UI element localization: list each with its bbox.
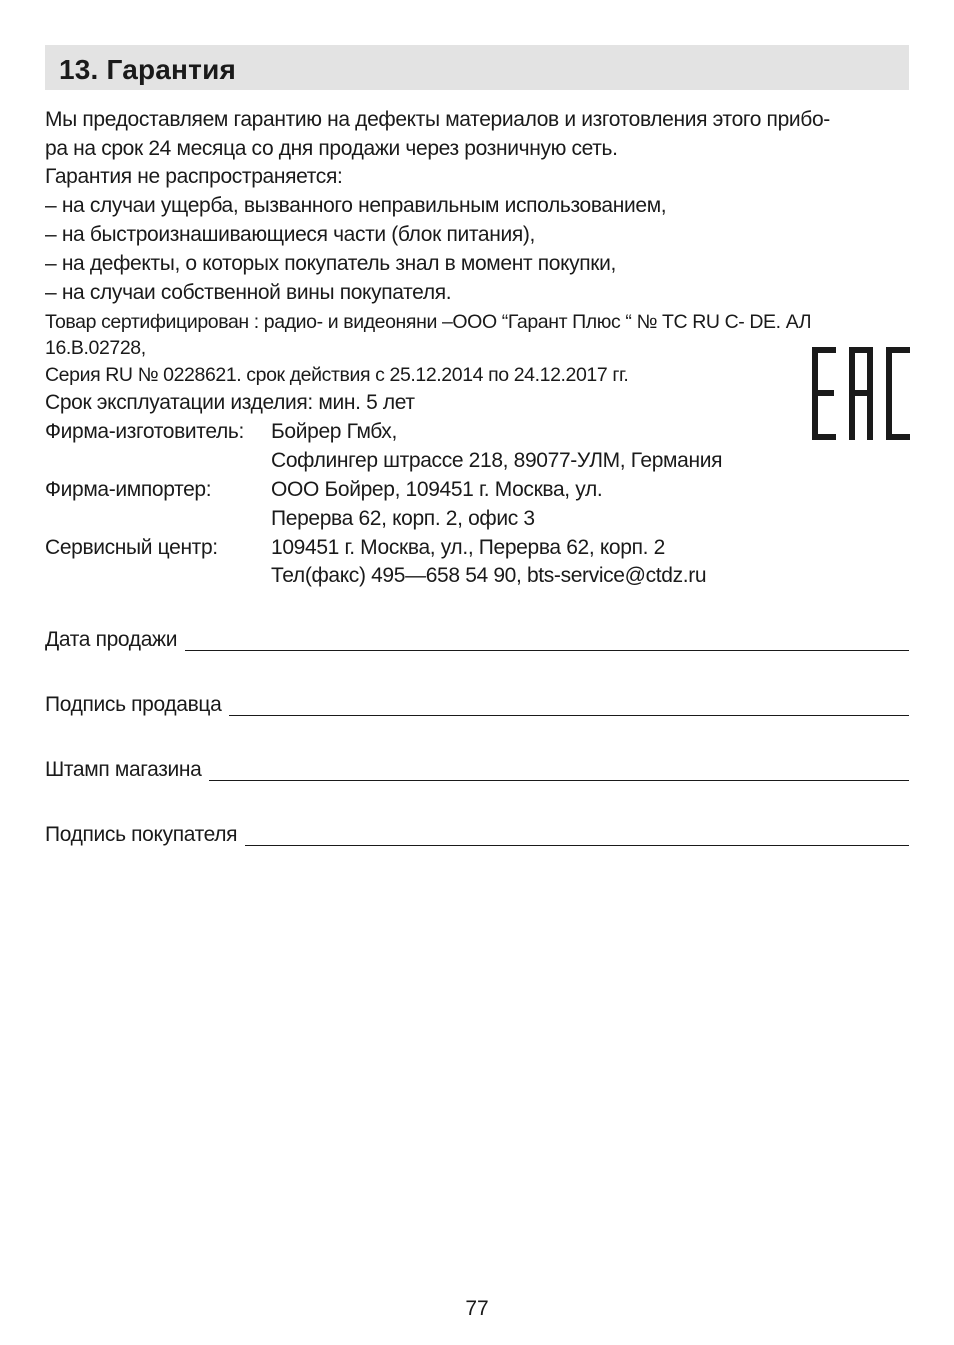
warranty-text-line: ра на срок 24 месяца со дня продажи через розничную сеть. [45, 137, 618, 160]
page-title: 13. Гарантия [59, 54, 237, 85]
certification-line: Товар сертифицирован : радио- и видеоняни –ООО “Гарант Плюс “ № ТС RU С- DE. АЛ [45, 311, 812, 333]
service-center-label: Сервисный центр: [45, 536, 218, 559]
fill-in-line[interactable] [209, 750, 909, 781]
exclusion-item: – на случаи собственной вины покупателя. [45, 281, 452, 304]
importer-address: Перерва 62, корп. 2, офис 3 [271, 507, 535, 530]
service-center-address: 109451 г. Москва, ул., Перерва 62, корп. 2 [271, 536, 665, 559]
service-life: Срок эксплуатации изделия: мин. 5 лет [45, 391, 415, 414]
service-center-contact: Тел(факс) 495—658 54 90, bts-service@ctdz.ru [271, 564, 707, 587]
manufacturer-address: Софлингер штрассе 218, 89077-УЛМ, Германия [271, 449, 723, 472]
importer-label: Фирма-импортер: [45, 478, 212, 501]
exclusion-item: – на быстроизнашивающиеся части (блок питания), [45, 223, 535, 246]
field-label: Дата продажи [45, 628, 178, 651]
fill-in-line[interactable] [185, 620, 909, 651]
exclusion-item: – на дефекты, о которых покупатель знал в момент покупки, [45, 252, 617, 275]
field-label: Подпись продавца [45, 693, 222, 716]
manufacturer-label: Фирма-изготовитель: [45, 420, 244, 443]
fill-in-line[interactable] [229, 685, 909, 716]
field-label: Штамп магазина [45, 758, 202, 781]
store-stamp-field[interactable] [45, 754, 909, 784]
certification-line: Серия RU № 0228621. срок действия с 25.12.2014 по 24.12.2017 гг. [45, 364, 629, 386]
sale-date-field[interactable] [45, 624, 909, 654]
manufacturer-value: Бойрер Гмбх, [271, 420, 397, 443]
exclusion-item: – на случаи ущерба, вызванного неправильным использованием, [45, 194, 667, 217]
fill-in-line[interactable] [245, 815, 909, 846]
seller-signature-field[interactable] [45, 689, 909, 719]
eac-mark-icon [812, 347, 910, 440]
certification-line: 16.В.02728, [45, 337, 146, 359]
importer-value: ООО Бойрер, 109451 г. Москва, ул. [271, 478, 603, 501]
page-number: 77 [465, 1297, 489, 1320]
warranty-text-line: Мы предоставляем гарантию на дефекты материалов и изготовления этого прибо- [45, 108, 830, 131]
field-label: Подпись покупателя [45, 823, 238, 846]
buyer-signature-field[interactable] [45, 819, 909, 849]
warranty-text-line: Гарантия не распространяется: [45, 165, 343, 188]
section-heading-bar [45, 45, 909, 90]
